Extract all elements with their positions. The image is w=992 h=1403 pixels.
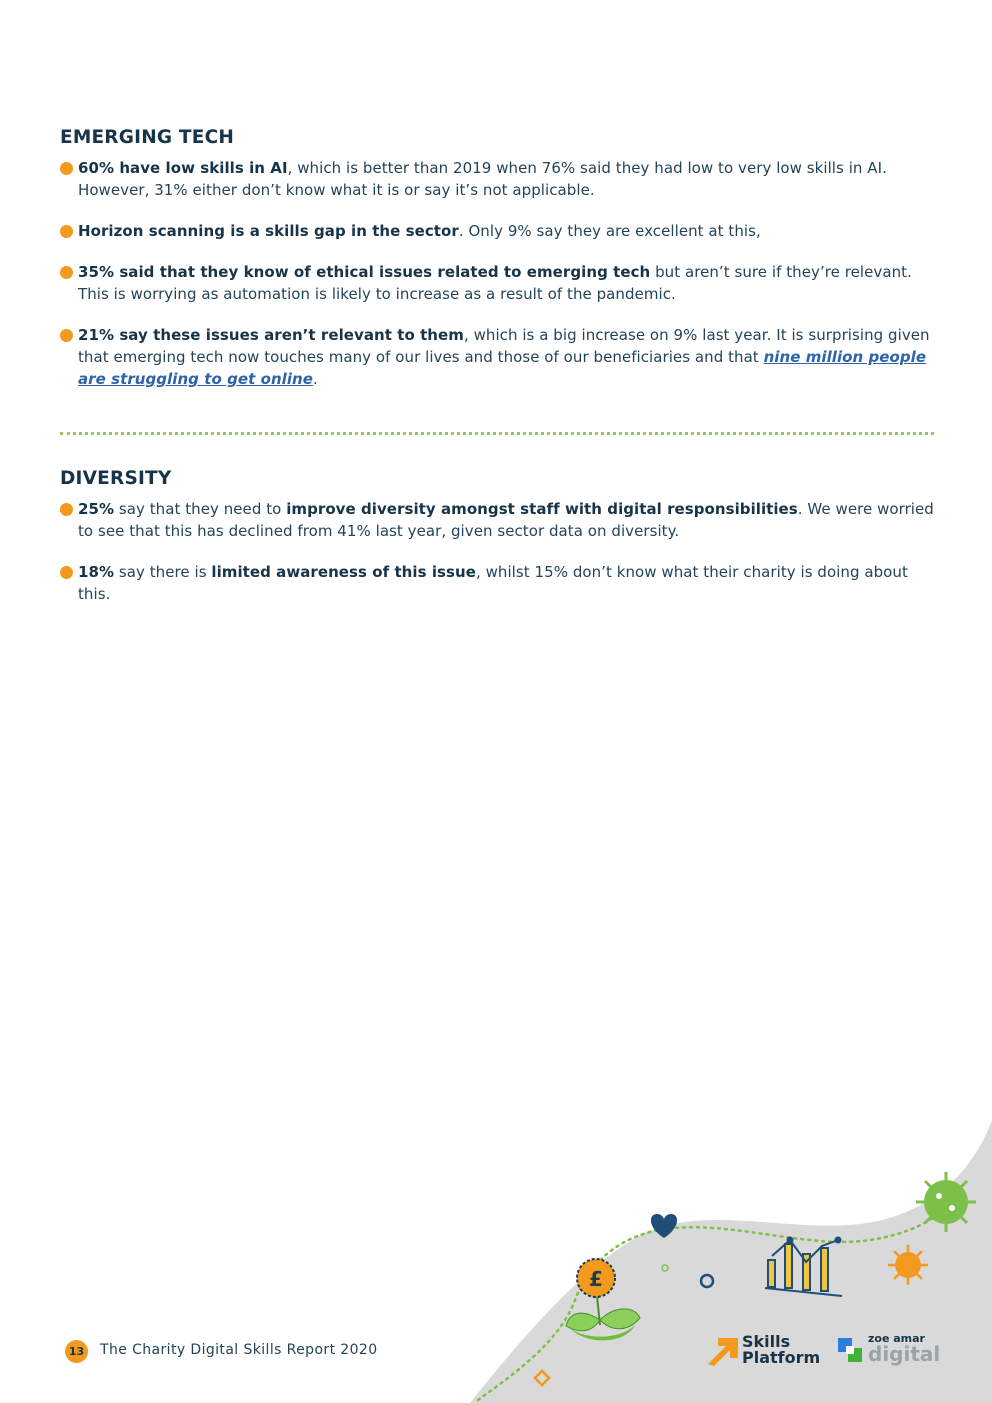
skills-arrow-icon xyxy=(706,1336,740,1368)
svg-text:£: £ xyxy=(589,1267,603,1291)
item-text: but aren’t sure if they’re relevant. This is worrying as automation is likely to increase as a result of the pandemic. xyxy=(78,263,912,303)
skills-platform-logo xyxy=(706,1334,826,1370)
emerging-tech-heading: EMERGING TECH xyxy=(60,127,235,148)
orange-virus-icon xyxy=(888,1245,928,1285)
zoe-amar-digital-logo xyxy=(836,1332,941,1370)
zoe-logo-line2: digital xyxy=(868,1342,941,1366)
zoe-logo-mark-icon xyxy=(836,1336,866,1366)
item-bold: 18% xyxy=(78,563,115,581)
item-bold: improve diversity amongst staff with digital responsibilities xyxy=(286,500,798,518)
item-bold: Horizon scanning is a skills gap in the sector xyxy=(78,222,459,240)
item-text: , which is better than 2019 when 76% said they had low to very low skills in AI. However, 31% either don’t know what it is or say it’s not applicable. xyxy=(78,159,887,199)
skills-logo-line1: Skills xyxy=(742,1332,791,1351)
item-text: , which is a big increase on 9% last year. It is surprising given that emerging tech now touches many of our lives and those of our beneficiaries and that xyxy=(78,326,930,366)
item-text: . Only 9% say they are excellent at this, xyxy=(458,222,761,240)
item-bold: 21% say these issues aren’t relevant to them xyxy=(78,326,464,344)
item-bold: 60% have low skills in AI xyxy=(78,159,288,177)
page-number: 13 xyxy=(65,1340,88,1363)
skills-logo-line2: Platform xyxy=(742,1348,821,1367)
item-bold: 35% said that they know of ethical issues related to emerging tech xyxy=(78,263,651,281)
item-text: say there is xyxy=(114,563,212,581)
item-bold: limited awareness of this issue xyxy=(211,563,476,581)
zoe-logo-line1: zoe amar xyxy=(868,1332,925,1345)
item-tail: . xyxy=(313,370,318,388)
report-title: The Charity Digital Skills Report 2020 xyxy=(100,1342,378,1358)
green-virus-icon xyxy=(916,1172,976,1232)
item-bold: 25% xyxy=(78,500,115,518)
skills-logo-text xyxy=(742,1334,820,1366)
item-text: say that they need to xyxy=(114,500,287,518)
pound-coin-icon xyxy=(577,1259,615,1297)
item-text: , whilst 15% don’t know what their charity is doing about this. xyxy=(78,563,908,603)
online-stats-link[interactable]: nine million people are struggling to get online xyxy=(78,348,927,388)
diversity-heading: DIVERSITY xyxy=(60,468,172,489)
item-text: . We were worried to see that this has declined from 41% last year, given sector data on diversity. xyxy=(78,500,934,540)
